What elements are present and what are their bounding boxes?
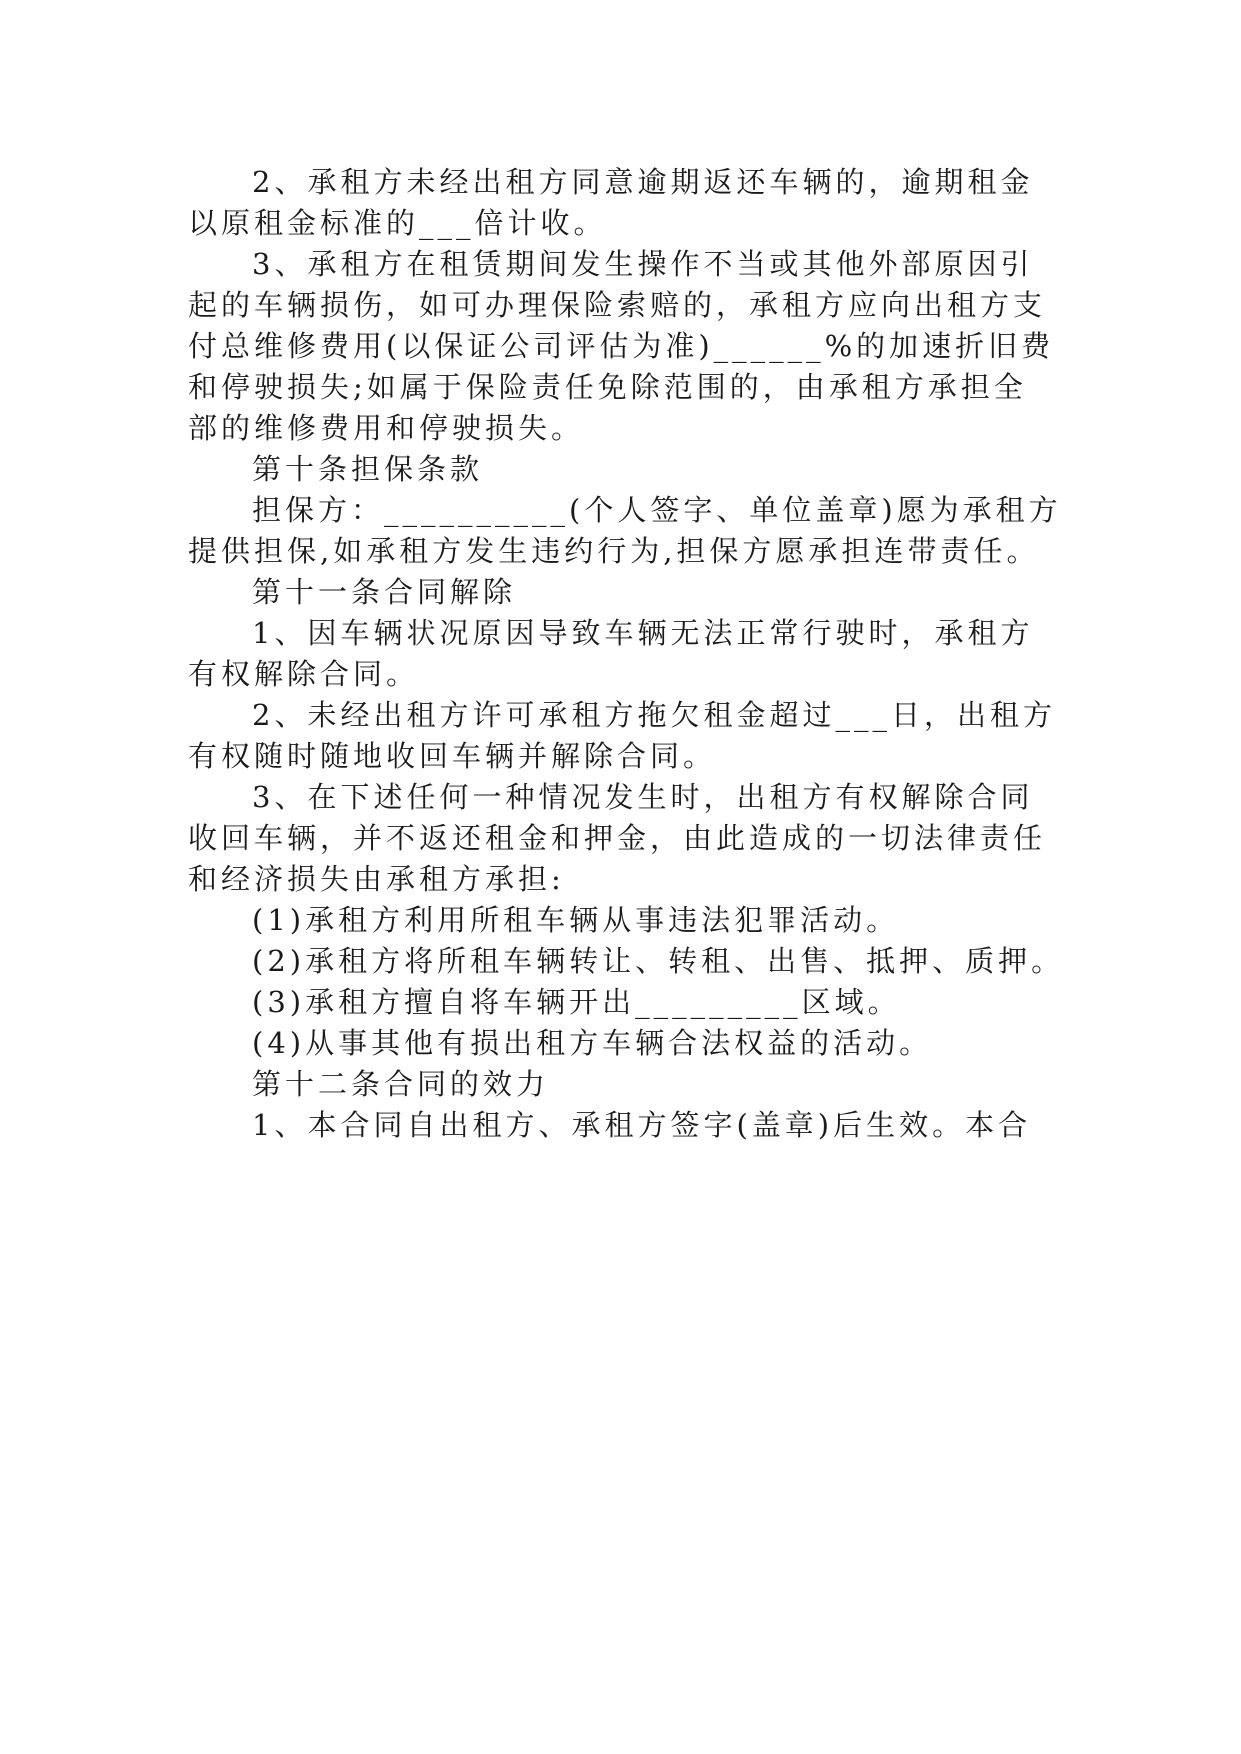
text-line: 1、因车辆状况原因导致车辆无法正常行驶时，承租方 [252, 616, 1034, 650]
list-item: (4)从事其他有损出租方车辆合法权益的活动。 [252, 1026, 933, 1060]
list-item: (2)承租方将所租车辆转让、转租、出售、抵押、质押。 [252, 944, 1065, 978]
list-item: (3)承租方擅自将车辆开出_________区域。 [252, 985, 901, 1019]
text-line: 起的车辆损伤，如可办理保险索赔的，承租方应向出租方支 [188, 288, 1047, 322]
text-line: 和停驶损失;如属于保险责任免除范围的，由承租方承担全 [188, 370, 1027, 404]
text-line: 3、在下述任何一种情况发生时，出租方有权解除合同 [252, 780, 1034, 814]
text-line: 以原租金标准的___倍计收。 [188, 206, 607, 240]
text-line: 收回车辆，并不返还租金和押金，由此造成的一切法律责任 [188, 821, 1047, 855]
text-line: 和经济损失由承租方承担: [188, 862, 565, 896]
text-line: 提供担保,如承租方发生违约行为,担保方愿承担连带责任。 [188, 534, 1040, 568]
text-line: 3、承租方在租赁期间发生操作不当或其他外部原因引 [252, 247, 1034, 281]
list-item: (1)承租方利用所租车辆从事违法犯罪活动。 [252, 903, 900, 937]
text-line: 有权随时随地收回车辆并解除合同。 [188, 739, 717, 773]
document-body [188, 160, 1063, 1144]
text-line: 付总维修费用(以保证公司评估为准)______%的加速折旧费 [188, 329, 1055, 363]
text-line: 2、承租方未经出租方同意逾期返还车辆的，逾期租金 [252, 165, 1034, 199]
text-line: 有权解除合同。 [188, 657, 420, 691]
section-heading: 第十二条合同的效力 [252, 1067, 550, 1101]
section-heading: 第十条担保条款 [252, 452, 484, 486]
section-heading: 第十一条合同解除 [252, 575, 517, 609]
text-line: 1、本合同自出租方、承租方签字(盖章)后生效。本合 [252, 1108, 1032, 1142]
text-line: 部的维修费用和停驶损失。 [188, 411, 585, 445]
text-line: 担保方：__________(个人签字、单位盖章)愿为承租方 [252, 493, 1062, 527]
text-line: 2、未经出租方许可承租方拖欠租金超过___日，出租方 [252, 698, 1056, 732]
